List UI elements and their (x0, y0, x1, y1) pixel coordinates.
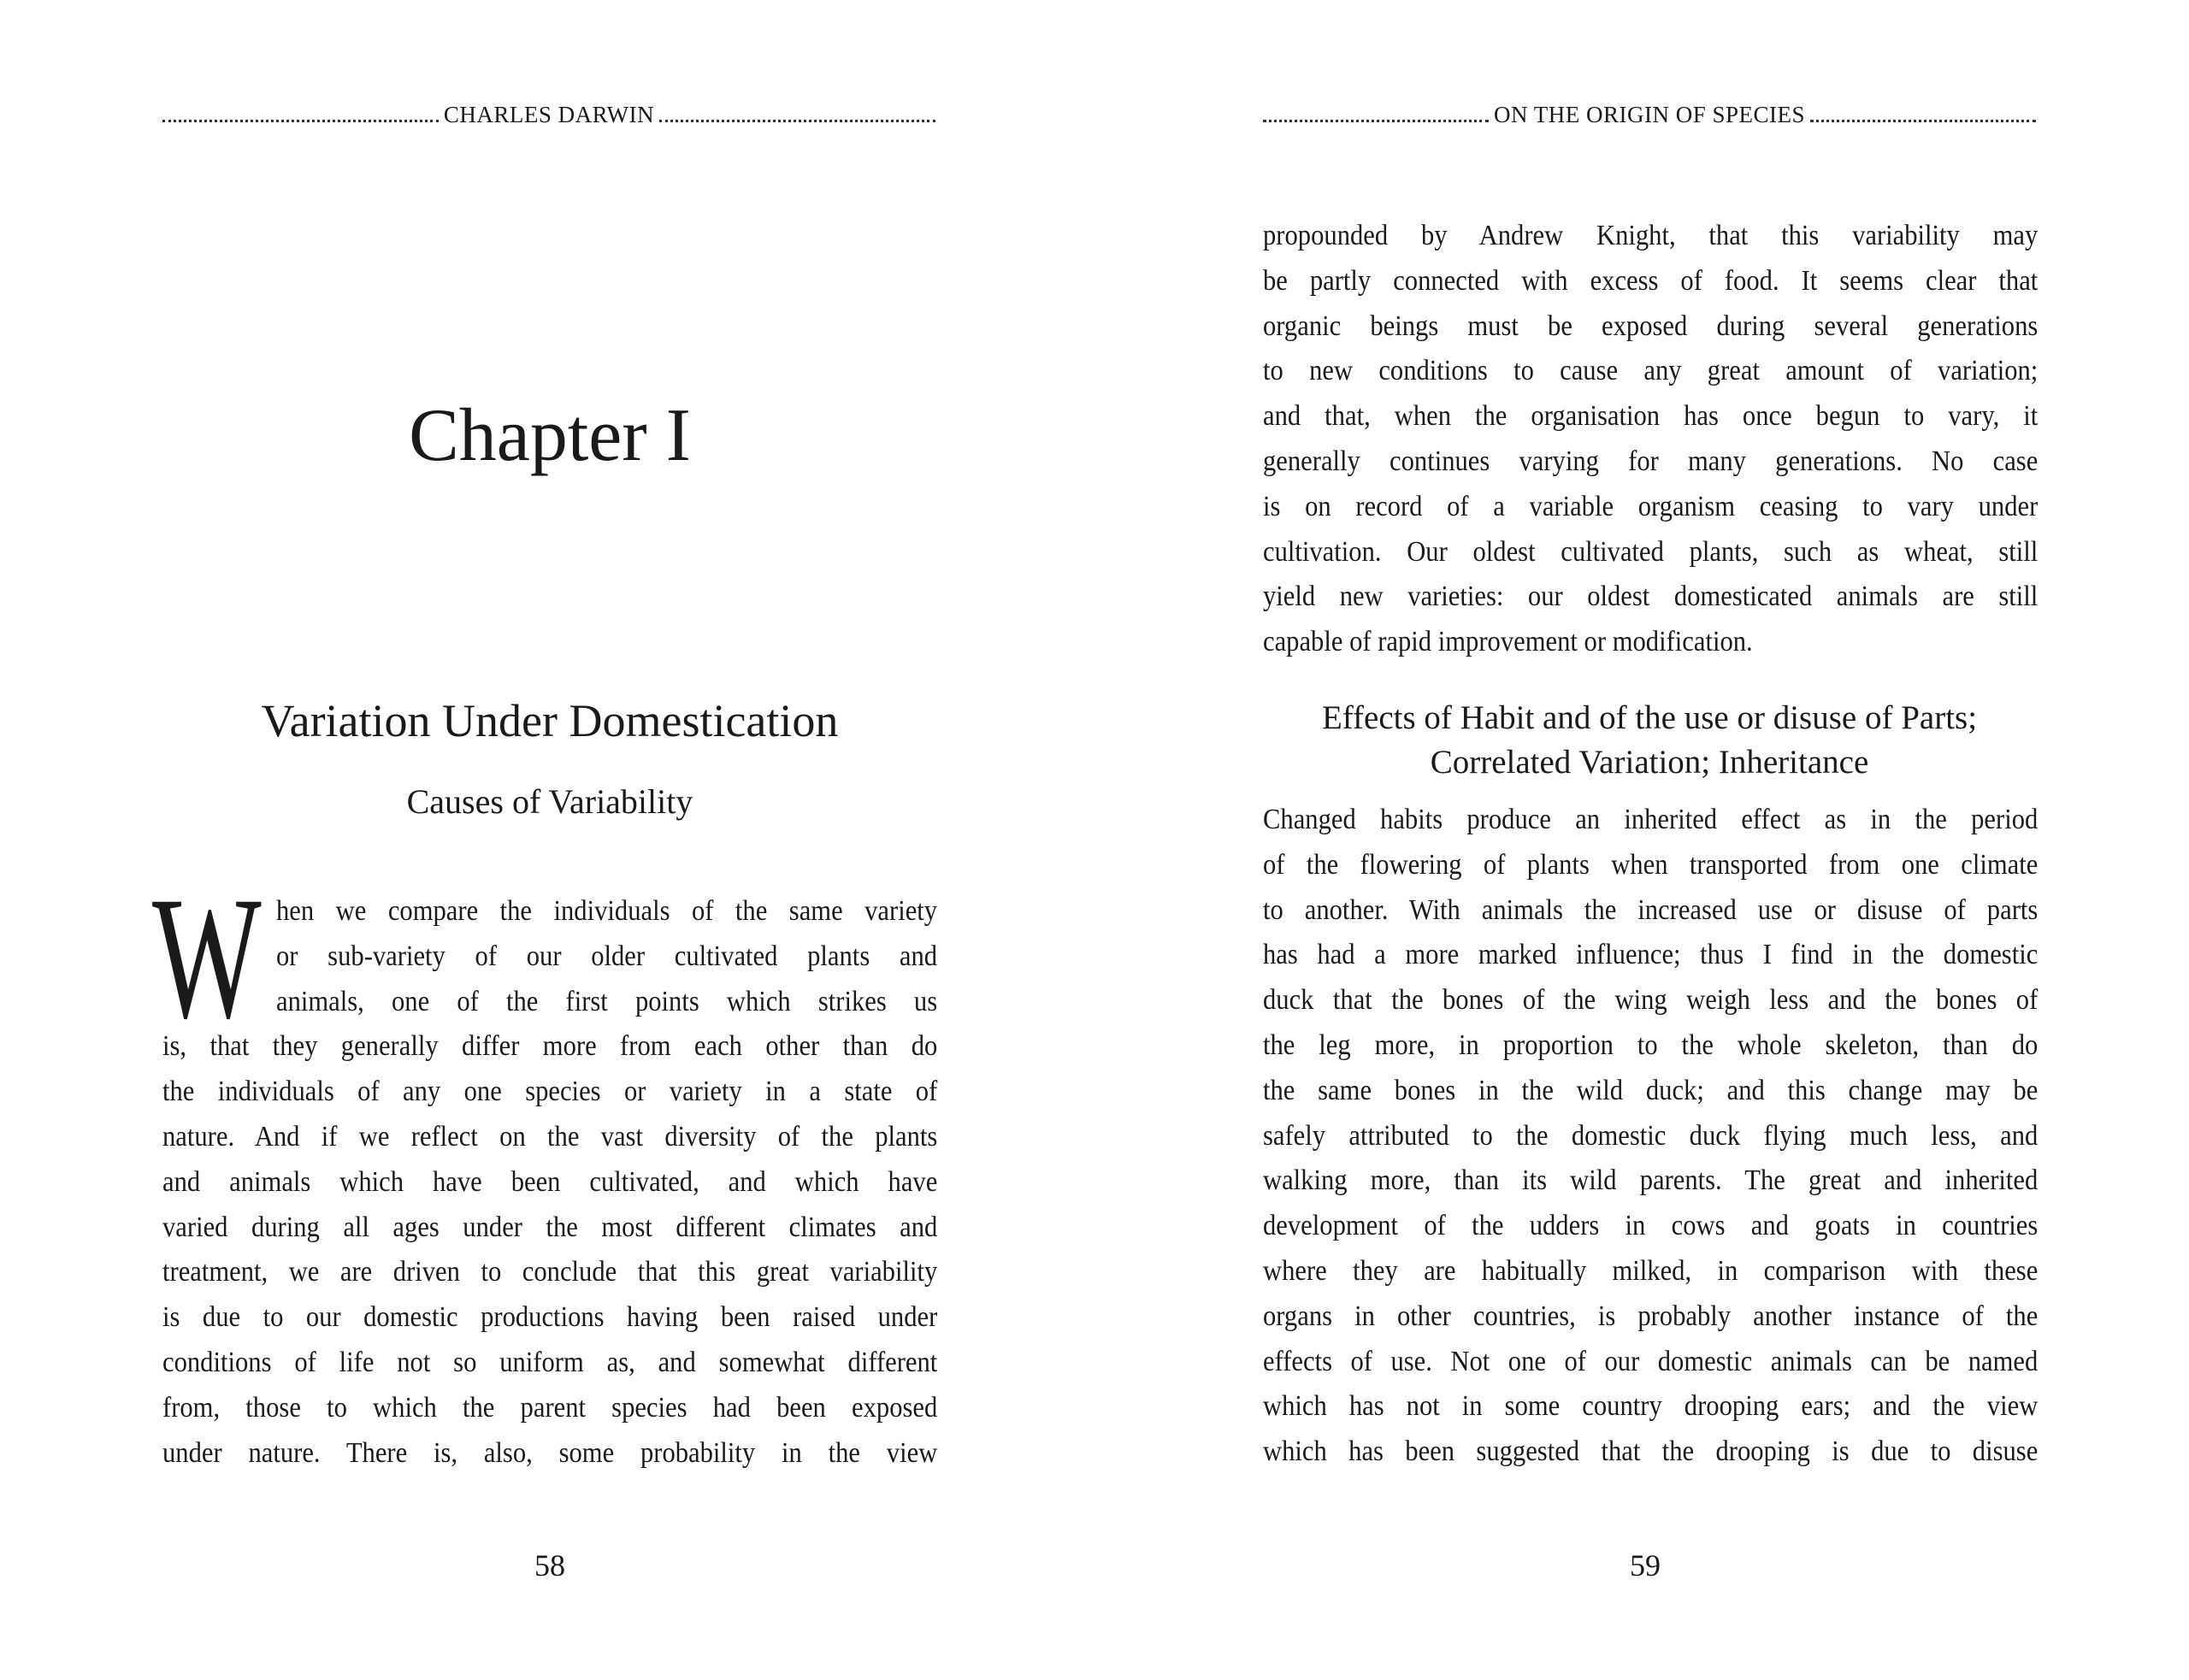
text-line (1263, 1204, 2038, 1249)
text-line (1263, 978, 2038, 1023)
text-line (162, 1070, 937, 1115)
text-line (1263, 1069, 2038, 1114)
text-line-content: has had a more marked influence; thus I find in the domestic (1263, 939, 2039, 971)
running-head-left (162, 99, 935, 130)
text-line (1263, 485, 2038, 530)
text-line-content: to another. With animals the increased use or disuse of parts (1263, 893, 2039, 926)
text-line-content: organs in other countries, is probably another instance of the (1263, 1300, 2039, 1332)
text-line (1263, 620, 2038, 665)
left-page-body (162, 889, 937, 1476)
text-line (162, 889, 937, 934)
text-line (1263, 933, 2038, 978)
text-line-content: of the flowering of plants when transported from one climate (1263, 848, 2039, 881)
text-line (162, 1341, 937, 1386)
right-page-body-1 (1263, 214, 2038, 665)
text-line-content: where they are habitually milked, in comparison with these (1263, 1254, 2039, 1287)
running-head-text: ON THE ORIGIN OF SPECIES (1493, 101, 1806, 127)
text-line-content: conditions of life not so uniform as, and somewhat different (162, 1346, 938, 1378)
text-line-content: animals, one of the first points which strikes us (276, 985, 938, 1017)
text-line (1263, 1249, 2038, 1294)
text-line (1263, 843, 2038, 888)
text-line (1263, 1158, 2038, 1204)
dotted-leader (1810, 120, 2036, 122)
text-line (162, 1295, 937, 1341)
text-line-content: or sub-variety of our older cultivated plants and (276, 940, 938, 972)
text-line (1263, 1340, 2038, 1385)
text-line-content: yield new varieties: our oldest domesticated animals are still (1263, 581, 2039, 613)
text-line (162, 1115, 937, 1160)
text-line-content: the individuals of any one species or variety in a state of (162, 1076, 938, 1108)
text-line (1263, 349, 2038, 394)
text-line (162, 1205, 937, 1251)
text-line-content: hen we compare the individuals of the same variety (276, 895, 938, 927)
text-line-content: the leg more, in proportion to the whole skeleton, than do (1263, 1029, 2039, 1061)
chapter-title: Chapter I (409, 394, 691, 477)
text-line (1263, 394, 2038, 439)
text-line (1263, 798, 2038, 843)
text-line-content: which has not in some country drooping ears; and the view (1263, 1390, 2039, 1423)
text-line (1263, 530, 2038, 575)
section-title: Variation Under Domestication (261, 695, 839, 746)
dotted-leader (659, 120, 935, 122)
running-head-right (1263, 99, 2036, 130)
text-line (1263, 1023, 2038, 1069)
text-line (1263, 214, 2038, 259)
text-line (162, 1024, 937, 1070)
text-line-content: varied during all ages under the most different climates and (162, 1211, 938, 1243)
text-line-content: duck that the bones of the wing weigh less and the bones of (1263, 984, 2039, 1017)
text-line-content: propounded by Andrew Knight, that this variability may (1263, 220, 2039, 251)
text-line-content: treatment, we are driven to conclude that this great variability (162, 1256, 938, 1288)
text-line (162, 1250, 937, 1295)
text-line-content: organic beings must be exposed during several generations (1263, 309, 2039, 342)
text-line (162, 934, 937, 980)
text-line-content: capable of rapid improvement or modification. (1263, 626, 1753, 658)
heading-line: Correlated Variation; Inheritance (1430, 744, 1869, 781)
text-line (162, 980, 937, 1025)
text-line-content: development of the udders in cows and goats in countries (1263, 1210, 2039, 1242)
heading-line: Effects of Habit and of the use or disuse of Parts; (1321, 699, 1978, 736)
running-head-text: CHARLES DARWIN (443, 101, 655, 127)
text-line-content: walking more, than its wild parents. The great and inherited (1263, 1164, 2039, 1197)
text-line (1263, 1294, 2038, 1340)
text-line-content: safely attributed to the domestic duck flying much less, and (1263, 1119, 2039, 1152)
subsection-title: Causes of Variability (406, 782, 693, 821)
dotted-leader (162, 120, 439, 122)
section-heading (1322, 696, 1977, 785)
text-line-content: to new conditions to cause any great amount of variation; (1263, 355, 2039, 387)
text-line-content: is, that they generally differ more from each other than do (162, 1030, 938, 1063)
text-line (162, 1160, 937, 1205)
text-line (1263, 888, 2038, 934)
text-line (162, 1386, 937, 1431)
text-line (1263, 1114, 2038, 1159)
text-line (1263, 259, 2038, 304)
text-line-content: generally continues varying for many generations. No case (1263, 445, 2039, 477)
text-line (1263, 1429, 2038, 1475)
text-line-content: from, those to which the parent species had been exposed (162, 1391, 938, 1424)
text-line-content: the same bones in the wild duck; and this change may be (1263, 1074, 2039, 1106)
text-line-content: is due to our domestic productions having been raised under (162, 1301, 938, 1334)
page-number-left: 58 (534, 1548, 565, 1583)
drop-cap: W (152, 861, 262, 1055)
text-line (1263, 304, 2038, 350)
text-line-content: nature. And if we reflect on the vast diversity of the plants (162, 1120, 938, 1152)
text-line-content: effects of use. Not one of our domestic animals can be named (1263, 1345, 2039, 1377)
text-line-content: under nature. There is, also, some probability in the view (162, 1436, 938, 1469)
text-line-content: cultivation. Our oldest cultivated plants, such as wheat, still (1263, 535, 2039, 568)
text-line-content: and that, when the organisation has once begun to vary, it (1263, 400, 2039, 433)
text-line-content: Changed habits produce an inherited effect as in the period (1263, 804, 2039, 835)
text-line (1263, 439, 2038, 485)
text-line-content: be partly connected with excess of food. It seems clear that (1263, 264, 2039, 297)
right-page-body-2 (1263, 798, 2038, 1475)
text-line-content: and animals which have been cultivated, and which have (162, 1165, 938, 1198)
dotted-leader (1263, 120, 1489, 122)
text-line-content: is on record of a variable organism ceasing to vary under (1263, 490, 2039, 522)
text-line (162, 1431, 937, 1477)
page-number-right: 59 (1630, 1548, 1661, 1583)
text-line (1263, 575, 2038, 620)
text-line (1263, 1384, 2038, 1429)
text-line-content: which has been suggested that the drooping is due to disuse (1263, 1435, 2039, 1468)
